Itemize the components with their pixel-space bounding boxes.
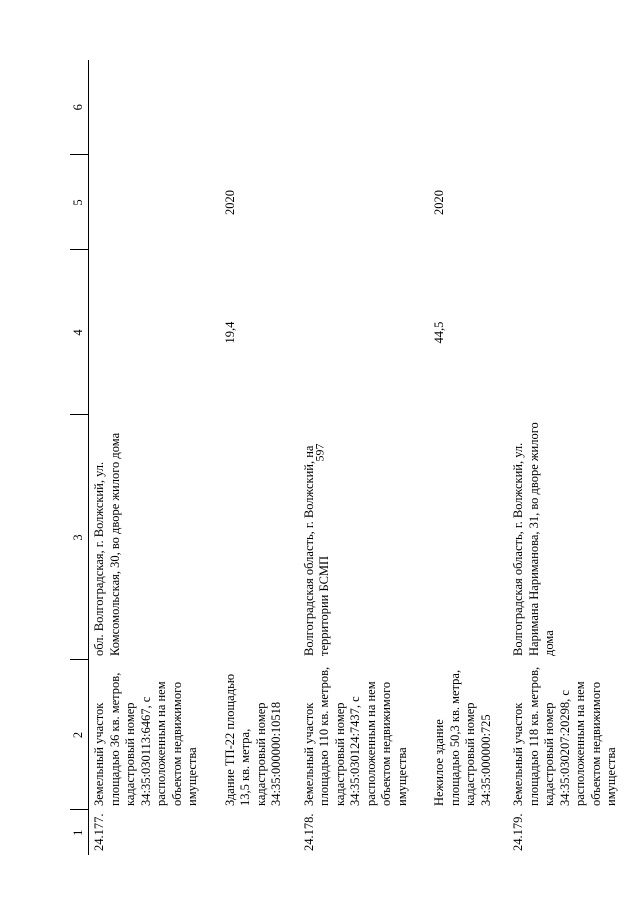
item-area [89, 250, 201, 415]
item-address [410, 415, 494, 660]
header-row [70, 60, 89, 855]
item-year [508, 155, 620, 250]
table-row [89, 60, 201, 855]
row-number [201, 810, 285, 855]
document-page [70, 60, 618, 855]
table-row [410, 60, 494, 855]
item-area [508, 250, 620, 415]
item-description: Земельный участок площадью 36 кв. метров, кадастровый номер 34:35:030113:6467, с расположенным на нем объектом недвижимого имущества [92, 672, 199, 806]
item-year [89, 155, 201, 250]
item-col6 [508, 60, 620, 155]
item-col6 [299, 60, 411, 155]
header-col-1: 1 [70, 810, 89, 855]
table-row [508, 60, 620, 855]
row-number: 24.177. [92, 813, 106, 851]
page-number: 597 [312, 443, 327, 462]
item-year [299, 155, 411, 250]
item-col6 [201, 60, 285, 155]
item-address [201, 415, 285, 660]
table-row [299, 60, 411, 855]
header-col-4: 4 [70, 250, 89, 415]
item-address: Волгоградская область, г. Волжский, ул. Наримана Нариманова, 31, во дворе жилого дома [511, 422, 556, 656]
item-area: 19,4 [222, 321, 237, 344]
item-address: обл. Волгоградская, г. Волжский, ул. Комсомольская, 30, во дворе жилого дома [92, 432, 122, 656]
header-col-5: 5 [70, 155, 89, 250]
header-col-3: 3 [70, 415, 89, 660]
item-description: Земельный участок площадью 118 кв. метров, кадастровый номер 34:35:030207:20298, с расположенным на нем объектом недвижимого имущества [511, 666, 618, 806]
item-area: 44,5 [432, 321, 446, 344]
header-col-6: 6 [70, 60, 89, 155]
item-year: 2020 [432, 190, 446, 215]
item-description: Здание ТП-22 площадью 13,5 кв. метра, кадастровый номер 34:35:000000:10518 [222, 673, 283, 806]
item-address: Волгоградская область, г. Волжский, на территории БСМП [301, 445, 331, 656]
row-number: 24.179. [511, 813, 525, 851]
item-description: Земельный участок площадью 110 кв. метров, кадастровый номер 34:35:030124:7437, с расположенным на нем объектом недвижимого имущества [301, 666, 409, 806]
property-table [70, 60, 620, 855]
row-number [410, 810, 494, 855]
item-description: Нежилое здание площадью 50,3 кв. метра, кадастровый номер 34:35:000000:725 [432, 669, 493, 806]
table-row [201, 60, 285, 855]
item-area [299, 250, 411, 415]
item-col6 [410, 60, 494, 155]
row-number: 24.178. [301, 813, 316, 851]
item-year: 2020 [222, 190, 237, 215]
header-col-2: 2 [70, 660, 89, 810]
item-col6 [89, 60, 201, 155]
